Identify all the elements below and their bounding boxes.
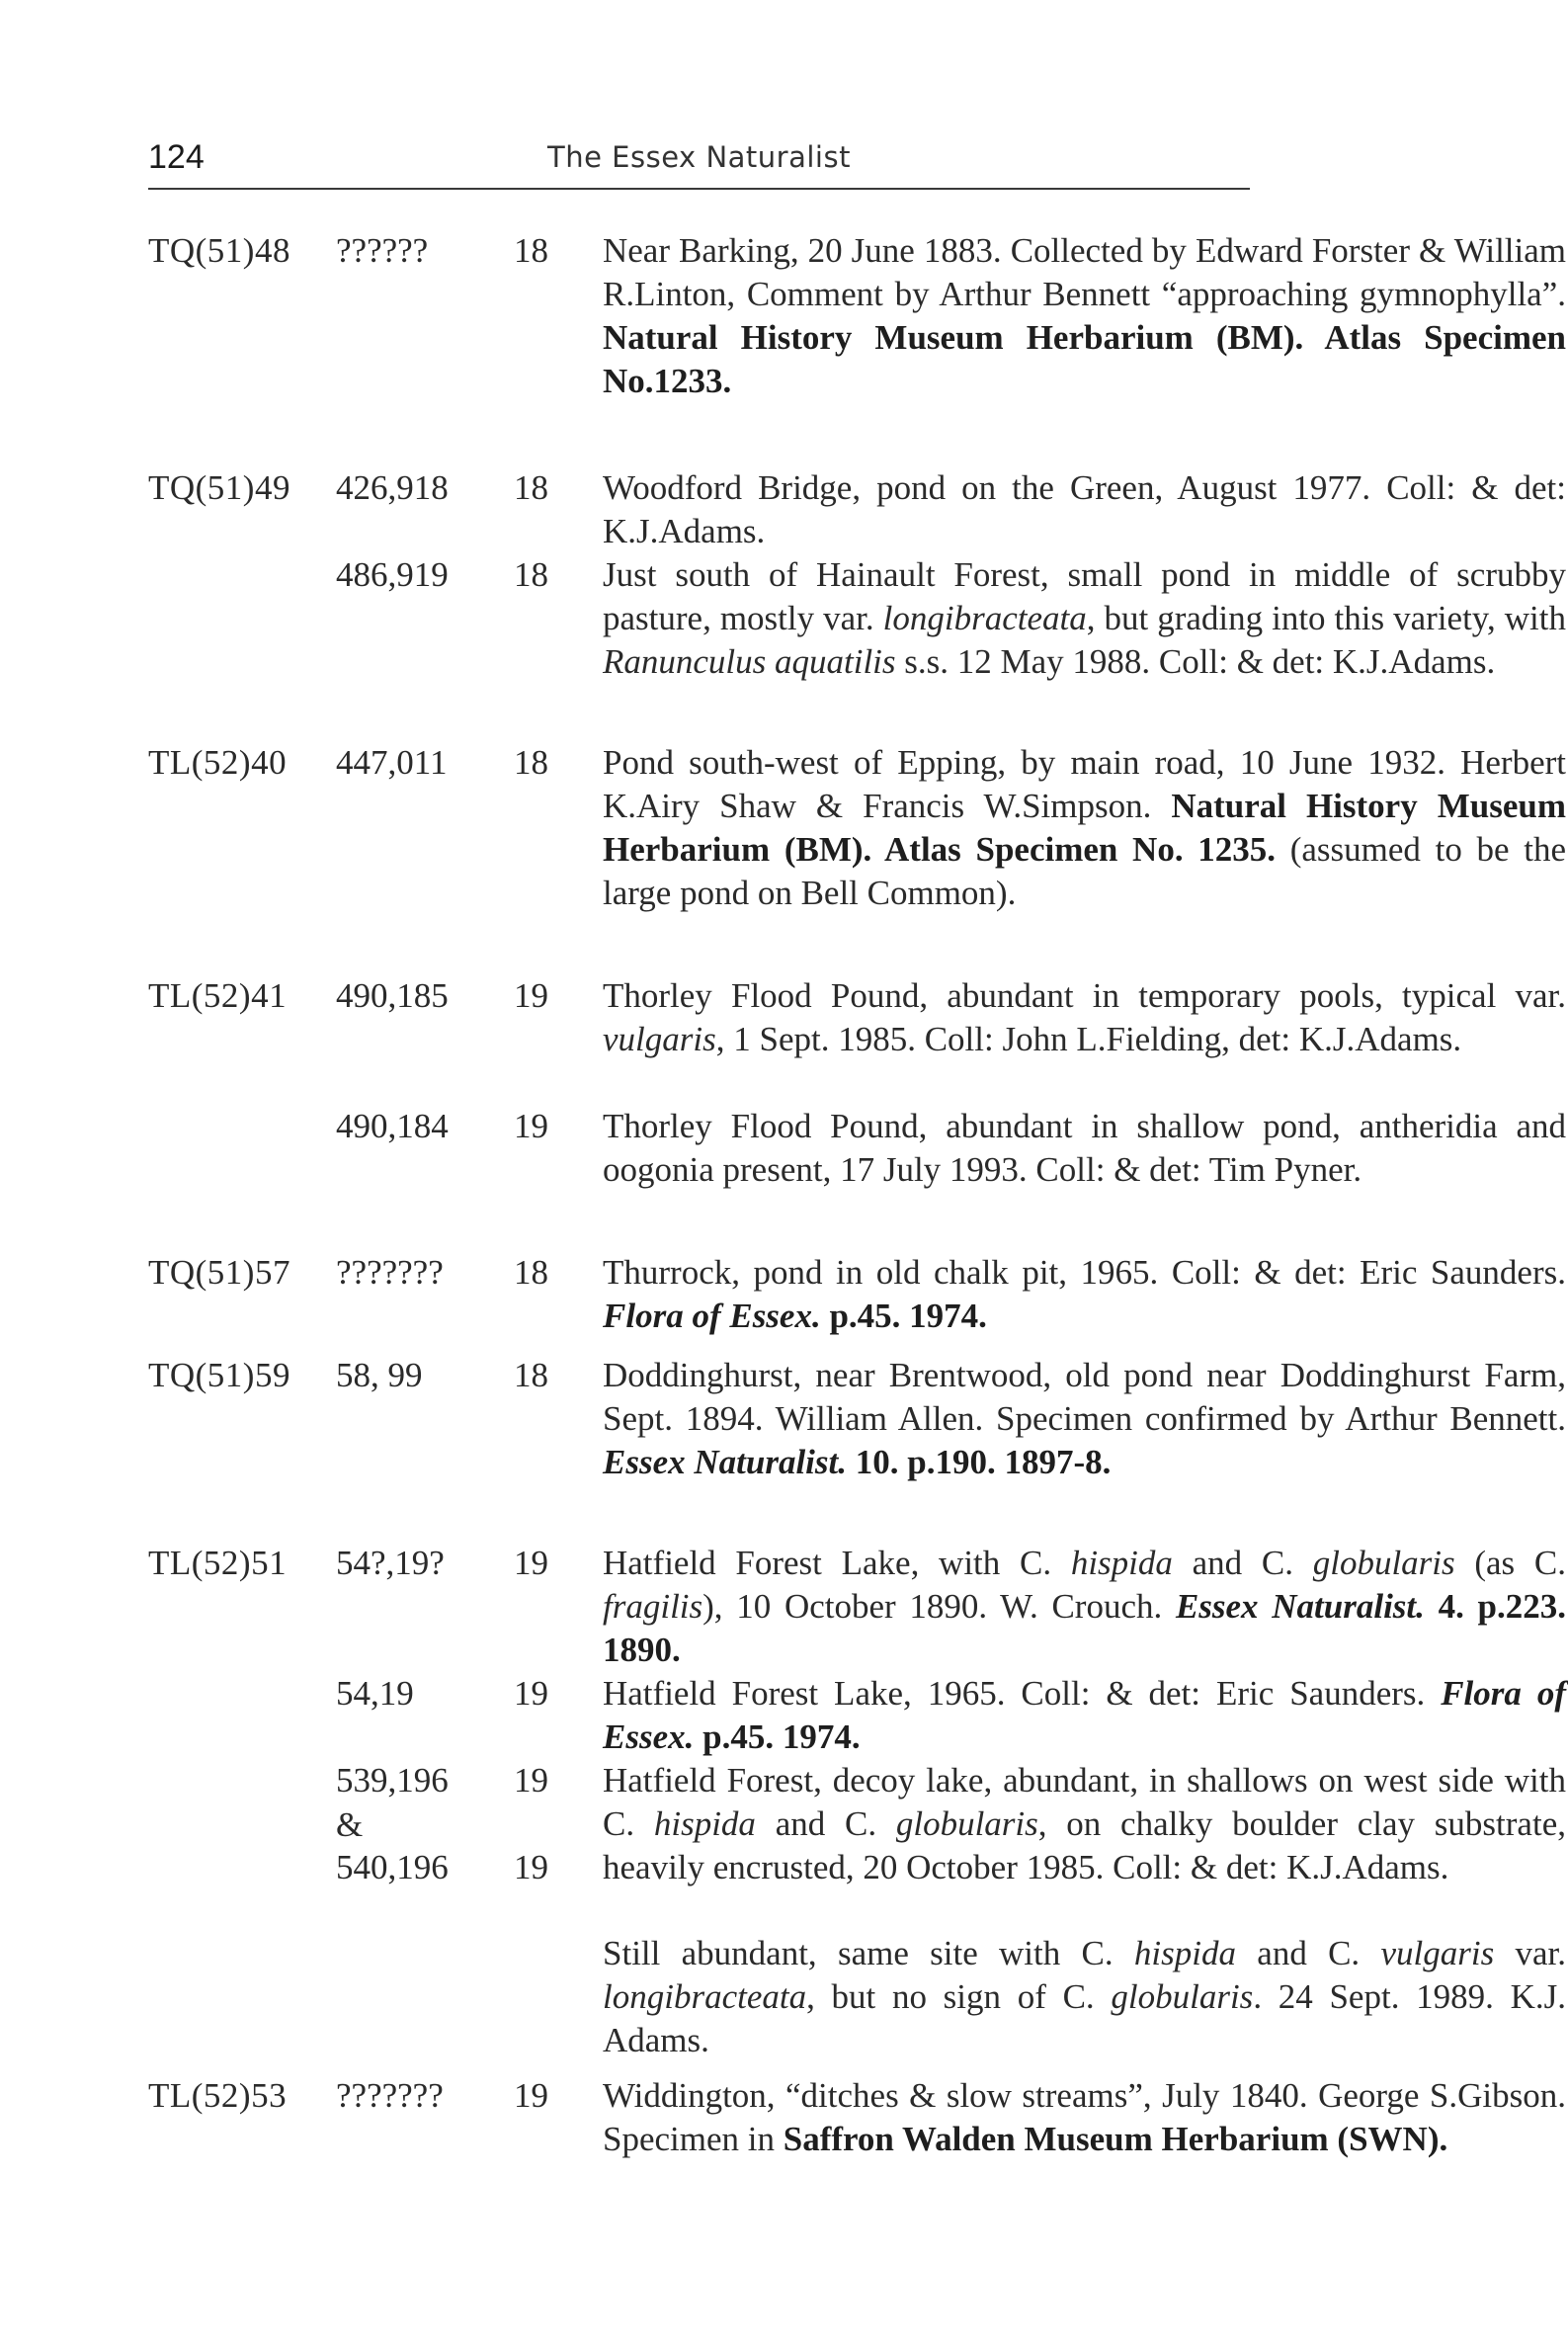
description-segment: Hatfield Forest, decoy lake, abundant, in shallows on west side with C. [603, 1761, 1566, 1843]
description-segment: and C. [755, 1804, 896, 1843]
description-segment: ), 10 October 1890. W. Crouch. [702, 1587, 1176, 1626]
record-grid-ref: 58, 99 [336, 1356, 423, 1394]
record-description [603, 466, 1566, 553]
record-description [603, 229, 1566, 403]
record-description [603, 1251, 1566, 1338]
description-segment: Thorley Flood Pound, abundant in temporary pools, typical var. [603, 976, 1566, 1015]
record-vc-number: 18 [514, 1356, 548, 1394]
record-square: TQ(51)59 [148, 1356, 290, 1394]
record-square: TL(52)41 [148, 976, 288, 1015]
description-segment: Pond south-west of Epping, by main road, 10 June 1932. Herbert K.Airy Shaw & Francis W.Simpson. [603, 743, 1566, 825]
description-segment: globularis [895, 1804, 1038, 1843]
record-grid-ref: & [336, 1805, 364, 1844]
description-segment: (assumed to be the large pond on Bell Common). [603, 830, 1566, 912]
description-segment: Widdington, “ditches & slow streams”, July 1840. George S.Gibson. Specimen in [603, 2076, 1566, 2158]
description-segment: (as C. [1454, 1544, 1566, 1582]
record-square: TL(52)53 [148, 2076, 288, 2115]
record-grid-ref: 540,196 [336, 1848, 449, 1886]
record-grid-ref: 490,184 [336, 1107, 449, 1145]
record-description [603, 553, 1566, 684]
description-segment: globularis [1312, 1544, 1455, 1582]
record-vc-number: 19 [514, 1761, 548, 1800]
description-segment: Still abundant, same site with C. [603, 1934, 1134, 1972]
page-number: 124 [148, 138, 205, 176]
header-rule [148, 188, 1250, 190]
record-description [603, 1105, 1566, 1192]
record-grid-ref: ??????? [336, 2076, 444, 2115]
description-segment: vulgaris [1380, 1934, 1495, 1972]
record-vc-number: 18 [514, 743, 548, 782]
record-vc-number: 18 [514, 468, 548, 507]
record-grid-ref: 490,185 [336, 976, 449, 1015]
record-grid-ref: 426,918 [336, 468, 449, 507]
record-vc-number: 19 [514, 1848, 548, 1886]
description-segment: , but grading into this variety, with [1086, 599, 1566, 637]
description-segment: Near Barking, 20 June 1883. Collected by Edward Forster & William R.Linton, Comment by Arthur Bennett “approaching gymnophylla”. [603, 231, 1566, 313]
description-segment: Just south of Hainault Forest, small pond in middle of scrubby pasture, mostly var. [603, 555, 1566, 637]
description-segment: vulgaris [603, 1020, 716, 1058]
record-description [603, 1354, 1566, 1484]
description-segment: Ranunculus aquatilis [603, 642, 896, 681]
record-description [603, 974, 1566, 1061]
record-description [603, 1542, 1566, 1672]
record-square: TQ(51)48 [148, 231, 290, 270]
record-grid-ref: 54?,19? [336, 1544, 445, 1582]
description-segment: . 24 Sept. 1989. K.J. Adams. [603, 1977, 1566, 2059]
description-segment: Thorley Flood Pound, abundant in shallow pond, antheridia and oogonia present, 17 July 1993. Coll: & det: Tim Pyner. [603, 1107, 1566, 1189]
description-segment: globularis [1111, 1977, 1254, 2016]
record-square: TL(52)51 [148, 1544, 288, 1582]
record-description [603, 1759, 1566, 1889]
record-grid-ref: 447,011 [336, 743, 448, 782]
record-grid-ref: ??????? [336, 1253, 444, 1292]
description-segment: Woodford Bridge, pond on the Green, August 1977. Coll: & det: K.J.Adams. [603, 468, 1566, 550]
description-segment: , 1 Sept. 1985. Coll: John L.Fielding, det: K.J.Adams. [715, 1020, 1462, 1058]
description-segment: fragilis [603, 1587, 703, 1626]
record-vc-number: 19 [514, 1674, 548, 1713]
description-segment: Flora of Essex. [603, 1674, 1566, 1756]
description-segment: Natural History Museum Herbarium (BM). Atlas Specimen No.1233. [603, 318, 1566, 400]
description-segment: 4. p.223. 1890. [603, 1587, 1567, 1669]
record-grid-ref: ?????? [336, 231, 429, 270]
record-vc-number: 18 [514, 231, 548, 270]
description-segment: , on chalky boulder clay substrate, heavily encrusted, 20 October 1985. Coll: & det: K.J.Adams. [603, 1804, 1566, 1886]
record-vc-number: 19 [514, 1544, 548, 1582]
description-segment: Natural History Museum Herbarium (BM). Atlas Specimen No. 1235. [603, 787, 1566, 869]
record-description [603, 1932, 1566, 2062]
record-description [603, 741, 1566, 915]
description-segment: s.s. 12 May 1988. Coll: & det: K.J.Adams. [895, 642, 1496, 681]
record-grid-ref: 54,19 [336, 1674, 414, 1713]
record-square: TL(52)40 [148, 743, 288, 782]
running-title: The Essex Naturalist [547, 140, 851, 174]
record-vc-number: 19 [514, 2076, 548, 2115]
description-segment: 10. p.190. 1897-8. [847, 1443, 1112, 1481]
description-segment: hispida [1133, 1934, 1236, 1972]
record-vc-number: 18 [514, 1253, 548, 1292]
description-segment: hispida [653, 1804, 756, 1843]
record-vc-number: 19 [514, 1107, 548, 1145]
description-segment: p.45. 1974. [694, 1717, 861, 1756]
description-segment: Saffron Walden Museum Herbarium (SWN). [783, 2120, 1448, 2158]
description-segment: Doddinghurst, near Brentwood, old pond near Doddinghurst Farm, Sept. 1894. William Allen. Specimen confirmed by Arthur Bennett. [603, 1356, 1566, 1438]
description-segment: p.45. 1974. [820, 1297, 987, 1335]
record-vc-number: 19 [514, 976, 548, 1015]
record-description [603, 2074, 1566, 2161]
description-segment: Flora of Essex. [603, 1297, 821, 1335]
description-segment: and C. [1172, 1544, 1313, 1582]
record-grid-ref: 486,919 [336, 555, 449, 594]
description-segment: Essex Naturalist. [603, 1443, 847, 1481]
description-segment: Hatfield Forest Lake, with C. [603, 1544, 1071, 1582]
description-segment: Essex Naturalist. [1175, 1587, 1425, 1626]
record-square: TQ(51)57 [148, 1253, 290, 1292]
record-description [603, 1672, 1566, 1759]
description-segment: var. [1494, 1934, 1566, 1972]
description-segment: , but no sign of C. [806, 1977, 1112, 2016]
description-segment: hispida [1070, 1544, 1173, 1582]
description-segment: Thurrock, pond in old chalk pit, 1965. Coll: & det: Eric Saunders. [603, 1253, 1566, 1292]
description-segment: longibracteata [882, 599, 1087, 637]
description-segment: Hatfield Forest Lake, 1965. Coll: & det: Eric Saunders. [603, 1674, 1442, 1713]
page-header [148, 126, 1250, 186]
description-segment: longibracteata [603, 1977, 807, 2016]
description-segment: and C. [1236, 1934, 1381, 1972]
record-vc-number: 18 [514, 555, 548, 594]
record-square: TQ(51)49 [148, 468, 290, 507]
record-grid-ref: 539,196 [336, 1761, 449, 1800]
